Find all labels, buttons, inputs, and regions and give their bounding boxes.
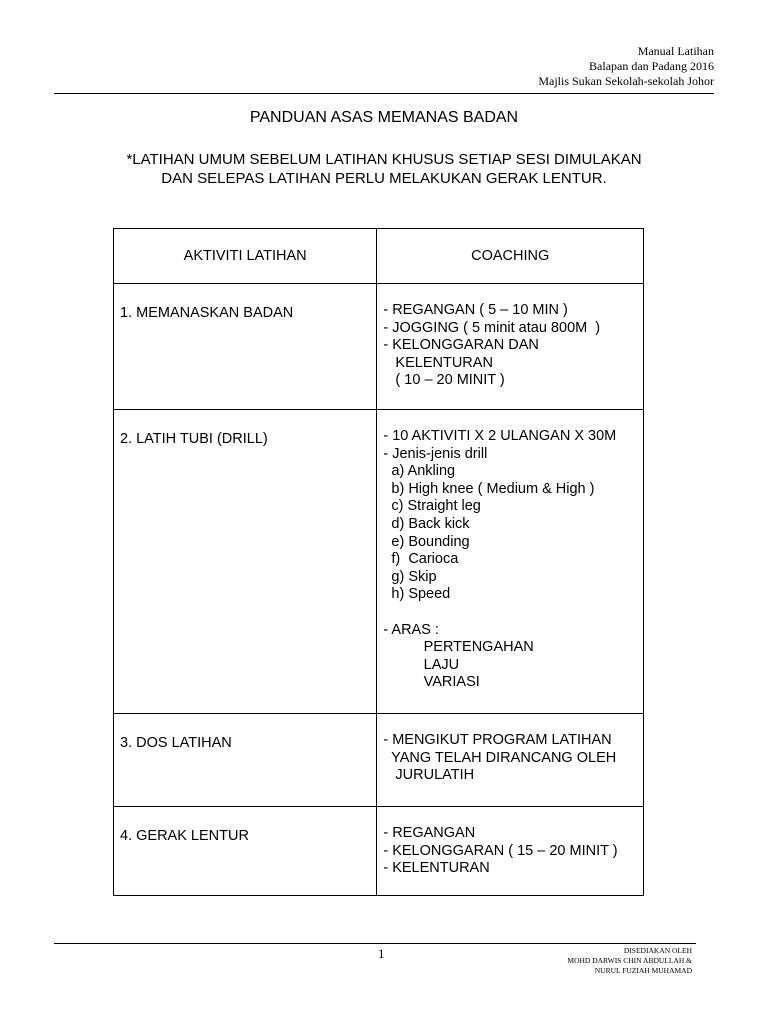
- footer-credits: [567, 946, 692, 976]
- coaching-line: - ARAS :: [383, 621, 439, 638]
- column-header-coaching: COACHING: [377, 229, 644, 284]
- coaching-line: e) Bounding: [383, 533, 470, 550]
- header-rule: [54, 93, 714, 94]
- coaching-line: c) Straight leg: [383, 498, 481, 515]
- activity-cell: [114, 714, 377, 807]
- training-table: [113, 228, 644, 896]
- table-header-row: [114, 229, 644, 284]
- coaching-line: YANG TELAH DIRANCANG OLEH: [383, 749, 617, 766]
- note-paragraph: [0, 150, 768, 188]
- coaching-line: g) Skip: [383, 568, 437, 585]
- table-row: [114, 807, 644, 896]
- coaching-line: - REGANGAN ( 5 – 10 MIN ): [383, 302, 568, 318]
- activity-label: 4. GERAK LENTUR: [120, 828, 249, 844]
- coaching-line: - KELONGGARAN ( 15 – 20 MINIT ): [383, 842, 618, 859]
- footer-rule: [54, 943, 696, 944]
- coaching-line: a) Ankling: [383, 463, 456, 480]
- coaching-cell: [377, 284, 644, 410]
- coaching-line: ( 10 – 20 MINIT ): [383, 372, 505, 389]
- coaching-line: - KELONGGARAN DAN: [383, 337, 539, 354]
- activity-label: 2. LATIH TUBI (DRILL): [120, 431, 268, 447]
- header-line: Manual Latihan: [637, 44, 714, 58]
- header-line: Majlis Sukan Sekolah-sekolah Johor: [538, 74, 714, 88]
- column-header-activity: AKTIVITI LATIHAN: [114, 229, 377, 284]
- coaching-line: LAJU: [383, 656, 460, 673]
- activity-label: 1. MEMANASKAN BADAN: [120, 305, 294, 321]
- table-row: [114, 714, 644, 807]
- coaching-line: KELENTURAN: [383, 354, 493, 371]
- activity-label: 3. DOS LATIHAN: [120, 735, 232, 751]
- activity-cell: [114, 410, 377, 714]
- coaching-line: d) Back kick: [383, 515, 470, 532]
- coaching-cell: [377, 410, 644, 714]
- coaching-line: h) Speed: [383, 586, 451, 603]
- note-line: DAN SELEPAS LATIHAN PERLU MELAKUKAN GERAK LENTUR.: [161, 170, 607, 187]
- footer-line: NURUL FUZIAH MUHAMAD: [594, 966, 692, 975]
- page-title: PANDUAN ASAS MEMANAS BADAN: [249, 109, 519, 126]
- document-header: [538, 44, 714, 89]
- coaching-line: - JOGGING ( 5 minit atau 800M ): [383, 319, 601, 336]
- coaching-line: - Jenis-jenis drill: [383, 445, 488, 462]
- coaching-line: f) Carioca: [383, 551, 459, 568]
- table-row: [114, 284, 644, 410]
- coaching-line: - MENGIKUT PROGRAM LATIHAN: [383, 732, 612, 748]
- coaching-cell: [377, 714, 644, 807]
- footer-line: DISEDIAKAN OLEH: [623, 946, 692, 955]
- coaching-line: VARIASI: [383, 674, 480, 691]
- activity-cell: [114, 284, 377, 410]
- note-line: *LATIHAN UMUM SEBELUM LATIHAN KHUSUS SETIAP SESI DIMULAKAN: [126, 151, 642, 168]
- coaching-line: - KELENTURAN: [383, 860, 490, 877]
- coaching-line: - REGANGAN: [383, 825, 476, 841]
- coaching-line: - 10 AKTIVITI X 2 ULANGAN X 30M: [383, 428, 617, 444]
- coaching-cell: [377, 807, 644, 896]
- header-line: Balapan dan Padang 2016: [589, 59, 714, 73]
- coaching-line: JURULATIH: [383, 767, 475, 784]
- coaching-line: PERTENGAHAN: [383, 639, 534, 656]
- page-number: 1: [378, 946, 385, 961]
- coaching-line: b) High knee ( Medium & High ): [383, 480, 595, 497]
- coaching-line: [383, 604, 637, 622]
- activity-cell: [114, 807, 377, 896]
- footer-line: MOHD DARWIS CHIN ABDULLAH &: [567, 956, 692, 965]
- table-row: [114, 410, 644, 714]
